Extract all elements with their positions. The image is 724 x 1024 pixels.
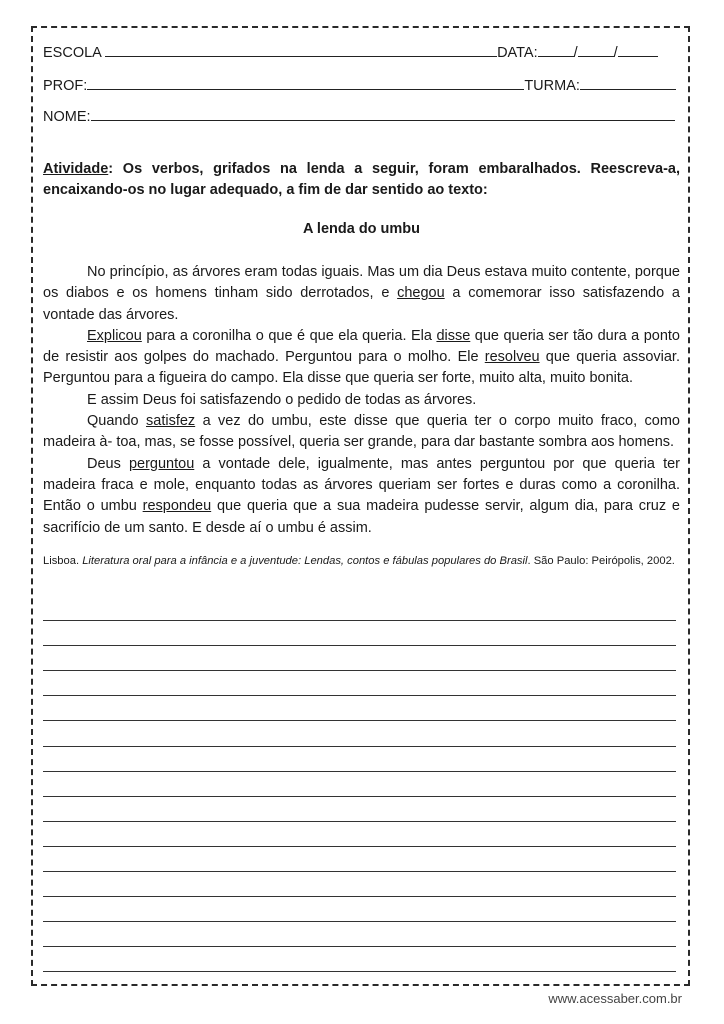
underlined-verb: perguntou [128, 455, 195, 472]
date-separator: / [613, 45, 618, 61]
data-label: DATA: [497, 45, 538, 61]
footer-website: www.acessaber.com.br [548, 991, 682, 1006]
story-paragraph: No princípio, as árvores eram todas iguais. Mas um dia Deus estava muito contente, porque os diabos e os homens tinham sido derrotados, e chegou a comemorar isso satisfazendo a vontade das árvores. [43, 264, 680, 323]
writing-line[interactable] [43, 821, 676, 822]
source-citation: Lisboa. Literatura oral para a infância e a juventude: Lendas, contos e fábulas populares do Brasil. São Paulo: Peirópolis, 2002. [43, 555, 675, 567]
nome-label: NOME: [43, 109, 91, 125]
story-text [43, 262, 680, 539]
date-separator: / [573, 45, 578, 61]
writing-line[interactable] [43, 946, 676, 947]
turma-field[interactable] [580, 77, 676, 90]
underlined-verb: resolveu [484, 349, 540, 366]
underlined-verb: respondeu [142, 498, 212, 515]
nome-row [43, 108, 675, 125]
story-paragraph: Deus perguntou a vontade dele, igualmente, mas antes perguntou por que queria ter madeira fraca e mole, enquanto todas as árvores queriam ser fortes e duras como a coronilha. Então o umbu respondeu que queria que a sua madeira pudesse servir, algum dia, para cruz e sacrifício de um santo. E desde aí o umbu é assim. [43, 455, 680, 536]
prof-field[interactable] [87, 77, 524, 90]
underlined-verb: chegou [397, 285, 445, 302]
writing-line[interactable] [43, 771, 676, 772]
writing-line[interactable] [43, 620, 676, 621]
story-paragraph: Explicou para a coronilha o que é que ela queria. Ela disse que queria ser tão dura a ponto de resistir aos golpes do machado. Perguntou para o molho. Ele resolveu que queria assoviar. Perguntou para a figueira do campo. Ela disse que queria ser forte, muito alta, muito bonita. [43, 327, 680, 387]
story-title: A lenda do umbu [302, 221, 421, 237]
date-day-field[interactable] [538, 44, 574, 57]
activity-text: : Os verbos, grifados na lenda a seguir, foram embaralhados. Reescreva-a, encaixando-os no lugar adequado, a fim de dar sentido ao texto: [43, 161, 680, 198]
activity-label: Atividade [43, 161, 109, 177]
date-month-field[interactable] [578, 44, 614, 57]
writing-line[interactable] [43, 921, 676, 922]
writing-line[interactable] [43, 695, 676, 696]
escola-label: ESCOLA [43, 45, 102, 61]
writing-line[interactable] [43, 871, 676, 872]
turma-label: TURMA: [524, 78, 580, 94]
nome-field[interactable] [91, 108, 675, 121]
underlined-verb: Explicou [87, 327, 142, 344]
story-paragraph: Quando satisfez a vez do umbu, este disse que queria ter o corpo muito fraco, como madeira à- toa, mas, se fosse possível, queria ser grande, para dar bastante sombra aos homens. [43, 413, 680, 451]
writing-line[interactable] [43, 720, 676, 721]
story-paragraph: E assim Deus foi satisfazendo o pedido de todas as árvores. [87, 391, 477, 408]
writing-line[interactable] [43, 796, 676, 797]
writing-line[interactable] [43, 746, 676, 747]
writing-line[interactable] [43, 896, 676, 897]
escola-field[interactable] [105, 44, 497, 57]
prof-row [43, 77, 676, 94]
underlined-verb: satisfez [146, 413, 196, 430]
source-work-title: Literatura oral para a infância e a juventude: Lendas, contos e fábulas populares do Brasil [82, 555, 528, 567]
writing-line[interactable] [43, 645, 676, 646]
writing-line[interactable] [43, 971, 676, 972]
date-year-field[interactable] [618, 44, 658, 57]
writing-line[interactable] [43, 670, 676, 671]
escola-row [43, 44, 658, 61]
prof-label: PROF: [43, 78, 88, 94]
activity-instruction [43, 159, 680, 201]
writing-line[interactable] [43, 846, 676, 847]
underlined-verb: disse [436, 327, 471, 344]
